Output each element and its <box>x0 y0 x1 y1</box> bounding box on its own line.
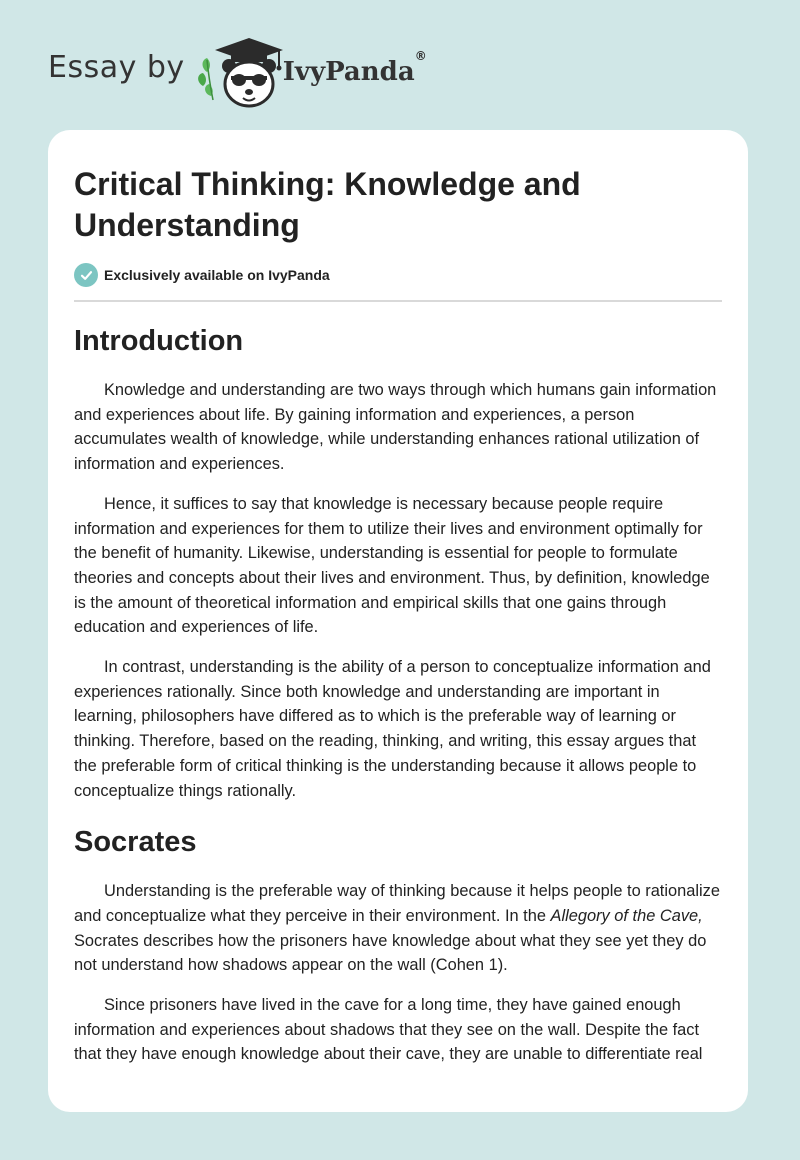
essay-by-label: Essay by <box>48 49 185 85</box>
paragraph: Since prisoners have lived in the cave for a long time, they have gained enough information and experiences about shadows that they see on the wall. Despite the fact that they have enough knowledge about their cave, they are unable to differentiate real <box>74 996 703 1064</box>
exclusive-badge <box>74 263 722 302</box>
paragraph: Understanding is the preferable way of thinking because it helps people to rationalize and conceptualize what they perceive in their environment. In the Allegory of the Cave, Socrates describes how the prisoners have knowledge about what they see yet they do not understand how shadows appear on the wall (Cohen 1). <box>74 882 720 975</box>
site-logo[interactable] <box>48 30 427 110</box>
registered-mark: ® <box>414 49 427 63</box>
essay-card <box>48 130 748 1112</box>
ivy-leaf-icon <box>198 58 213 100</box>
panda-mascot-icon <box>193 30 285 110</box>
section-heading-socrates: Socrates <box>74 826 197 859</box>
brand-name: IvyPanda® <box>282 49 427 87</box>
essay-title: Critical Thinking: Knowledge and Understanding <box>74 166 581 243</box>
section-heading-introduction: Introduction <box>74 325 244 357</box>
paragraph: In contrast, understanding is the ability of a person to conceptualize information and experiences rationally. Since both knowledge and understanding are important in learning, philosophers have differed as to which is the preferable way of learning or thinking. Therefore, based on the reading, thinking, and writing, this essay argues that the preferable form of critical thinking is the understanding because it allows people to conceptualize things rationally. <box>74 658 711 800</box>
check-circle-icon <box>74 263 98 287</box>
paragraph: Knowledge and understanding are two ways through which humans gain information and experiences about life. By gaining information and experiences, a person accumulates wealth of knowledge, while understanding enhances rational utilization of information and experiences. <box>74 381 717 474</box>
paragraph: Hence, it suffices to say that knowledge is necessary because people require information and experiences for them to utilize their lives and environment optimally for the benefit of humanity. Likewise, understanding is essential for people to formulate theories and concepts about their lives and environment. Thus, by definition, knowledge is the amount of theoretical information and empirical skills that one gains through education and experiences of life. <box>74 494 710 637</box>
book-title-emphasis: Allegory of the Cave, <box>550 906 703 925</box>
exclusive-label: Exclusively available on IvyPanda <box>104 267 330 283</box>
